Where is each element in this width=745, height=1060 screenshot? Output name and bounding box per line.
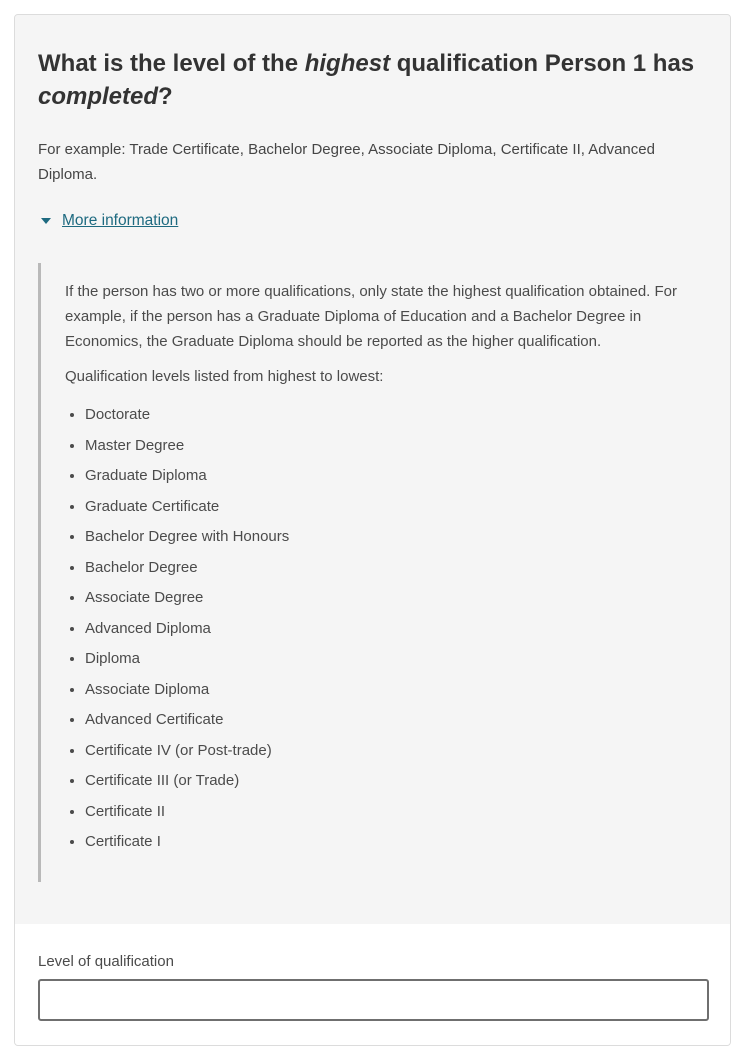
more-information-panel — [38, 263, 706, 883]
more-information-toggle[interactable] — [38, 212, 178, 230]
qualification-input-label: Level of qualification — [38, 953, 174, 971]
list-item: • Certificate IV (or Post-trade) — [85, 741, 690, 761]
list-item: • Associate Diploma — [85, 680, 690, 700]
more-information-link-label: More information — [62, 211, 179, 229]
question-section — [15, 15, 730, 924]
list-item: • Graduate Certificate — [85, 497, 690, 517]
list-item: • Graduate Diploma — [85, 466, 690, 486]
list-item: • Advanced Certificate — [85, 710, 690, 730]
title-text: qualification Person 1 has — [390, 50, 695, 77]
qualification-levels-list — [65, 405, 690, 852]
example-help-text: For example: Trade Certificate, Bachelor Degree, Associate Diploma, Certificate II, Advanced Diploma. — [38, 141, 655, 183]
list-item: • Master Degree — [85, 436, 690, 456]
title-italic-completed: completed — [38, 83, 159, 111]
info-paragraph: If the person has two or more qualifications, only state the highest qualification obtained. For example, if the person has a Graduate Diploma of Education and a Bachelor Degree in Economics, the Graduate Diploma should be reported as the higher qualification. — [65, 282, 678, 351]
list-item: • Bachelor Degree — [85, 558, 690, 578]
answer-section — [15, 924, 730, 1045]
list-item: • Associate Degree — [85, 588, 690, 608]
title-text: ? — [158, 83, 173, 111]
list-item: • Certificate II — [85, 802, 690, 822]
list-item: • Certificate III (or Trade) — [85, 771, 690, 791]
caret-down-icon — [41, 218, 51, 224]
list-item: • Certificate I — [85, 832, 690, 852]
title-text: What is the level of the — [38, 50, 305, 77]
page-title — [38, 47, 706, 113]
title-italic-highest: highest — [304, 50, 391, 77]
list-item: • Doctorate — [85, 405, 690, 425]
info-list-intro: Qualification levels listed from highest to lowest: — [65, 368, 384, 386]
question-card — [14, 14, 731, 1046]
list-item: • Bachelor Degree with Honours — [85, 527, 690, 547]
list-item: • Advanced Diploma — [85, 619, 690, 639]
qualification-level-input[interactable] — [38, 979, 709, 1021]
list-item: • Diploma — [85, 649, 690, 669]
